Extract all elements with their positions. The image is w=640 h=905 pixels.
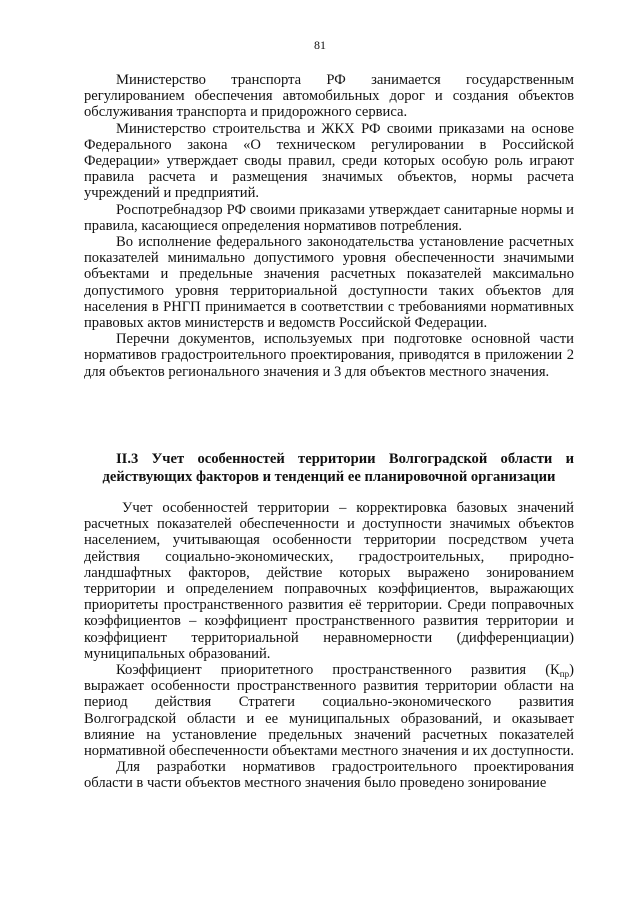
paragraph: Министерство строительства и ЖКХ РФ своими приказами на основе Федерального закона «О техническом регулировании в Российской Федерации» утверждает своды правил, среди которых особую роль играют правила расчета и размещения значимых объектов, нормы расчета учреждений и предприятий. xyxy=(84,120,574,202)
subscript: пр xyxy=(559,669,570,680)
paragraph: Учет особенностей территории – корректировка базовых значений расчетных показателей обеспеченности и доступности значимых объектов населением, учитывающая особенности территории посредством учета действия социально-экономических, градостроительных, природно-ландшафтных факторов, действие которых выражено зонированием территории и определением поправочных коэффициентов, выражающих приоритеты пространственного развития её территории. Среди поправочных коэффициентов – коэффициент пространственного развития территории и коэффициент территориальной неравномерности (дифференциации) муниципальных образований. xyxy=(84,500,574,662)
paragraph: Во исполнение федерального законодательства установление расчетных показателей минимально допустимого уровня обеспеченности значимыми объектами и предельные значения расчетных показателей максимально допустимого уровня территориальной доступности таких объектов для населения в РНГП принимается в соответствии с требованиями нормативных правовых актов министерств и ведомств Российской Федерации. xyxy=(84,234,574,332)
paragraph: Для разработки нормативов градостроительного проектирования области в части объектов местного значения было проведено зонирование xyxy=(84,759,574,792)
paragraph: Роспотребнадзор РФ своими приказами утверждает санитарные нормы и правила, касающиеся определения нормативов потребления. xyxy=(84,201,574,234)
section-heading: II.3 Учет особенностей территории Волгоградской области и действующих факторов и тенденций ее планировочной организации xyxy=(102,451,574,485)
paragraph xyxy=(84,662,574,759)
paragraph: Министерство транспорта РФ занимается государственным регулированием обеспечения автомобильных дорог и создания объектов обслуживания транспорта и придорожного сервиса. xyxy=(84,72,574,121)
body-text-bottom xyxy=(84,500,574,792)
page-number: 81 xyxy=(314,38,326,52)
body-text-top xyxy=(84,72,574,380)
paragraph: Перечни документов, используемых при подготовке основной части нормативов градостроительного проектирования, приводятся в приложении 2 для объектов регионального значения и 3 для объектов местного значения. xyxy=(84,331,574,380)
paragraph-text: ) выражает особенности пространственного развития территории области на период действия Стратеги социально-экономического развития Волгоградской области и ее муниципальных образований, и оказывает влияние на установление предельных значений расчетных показателей нормативной обеспеченности объектами местного значения и их доступности. xyxy=(84,662,574,760)
paragraph-text: Коэффициент приоритетного пространственного развития (К xyxy=(116,662,560,679)
